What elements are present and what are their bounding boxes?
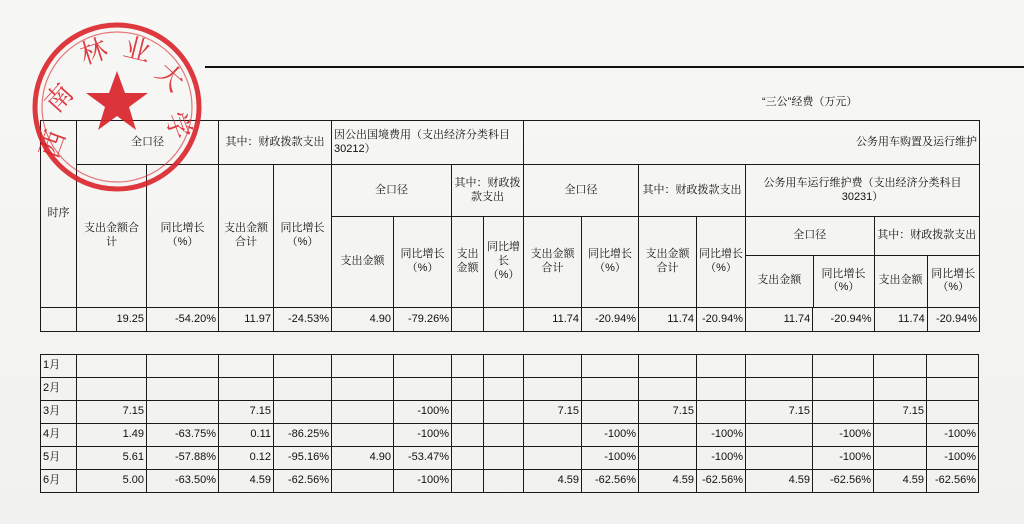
header-yoy: 同比增长（%）: [147, 165, 219, 308]
table-cell: [274, 355, 332, 378]
table-cell: [332, 355, 394, 378]
table-cell: [874, 378, 927, 401]
table-cell: 0.11: [219, 424, 274, 447]
table-cell: -62.56%: [274, 470, 332, 493]
total-cell: 11.74: [874, 308, 927, 332]
table-cell: -86.25%: [274, 424, 332, 447]
table-cell: -62.56%: [582, 470, 639, 493]
table-cell: -53.47%: [394, 447, 452, 470]
table-cell: 0.12: [219, 447, 274, 470]
table-cell: [394, 355, 452, 378]
header-run-fiscal: 其中：财政拨款支出: [874, 217, 979, 255]
table-row: [41, 447, 979, 470]
total-cell: 11.97: [219, 308, 274, 332]
total-cell: -24.53%: [274, 308, 332, 332]
header-yoy-e: 同比增长（%）: [582, 217, 639, 308]
table-cell: [452, 378, 484, 401]
month-table: [40, 354, 979, 493]
table-cell: [484, 378, 524, 401]
svg-text:业: 业: [120, 31, 154, 69]
table-cell: 4.59: [219, 470, 274, 493]
table-cell: [219, 355, 274, 378]
row-label: 6月: [41, 470, 77, 493]
header-abroad-all: 全口径: [332, 165, 452, 217]
table-cell: [927, 378, 979, 401]
table-cell: [524, 355, 582, 378]
table-cell: -63.50%: [147, 470, 219, 493]
header-time: 时序: [41, 121, 77, 308]
header-yoy-c: 同比增长（%）: [394, 217, 452, 308]
table-cell: [813, 355, 874, 378]
table-cell: 1.49: [77, 424, 147, 447]
header-fiscal-sub: 其中：财政拨款支出: [219, 121, 332, 165]
table-cell: [219, 378, 274, 401]
table-cell: 4.59: [639, 470, 697, 493]
total-cell: -20.94%: [813, 308, 874, 332]
table-cell: [332, 401, 394, 424]
table-cell: [927, 355, 979, 378]
table-cell: [77, 378, 147, 401]
table-row: [41, 401, 979, 424]
table-row-total: [41, 308, 980, 332]
header-amount-total: 支出金额合计: [77, 165, 147, 308]
table-cell: 4.59: [874, 470, 927, 493]
table-cell: [274, 401, 332, 424]
table-cell: -100%: [582, 447, 639, 470]
table-cell: [746, 355, 813, 378]
table-cell: -100%: [813, 447, 874, 470]
table-cell: 5.61: [77, 447, 147, 470]
total-cell: [452, 308, 484, 332]
table-cell: [484, 355, 524, 378]
table-cell: [524, 424, 582, 447]
table-cell: [582, 355, 639, 378]
header-vehicle: 公务用车购置及运行维护: [524, 121, 980, 165]
table-cell: [484, 447, 524, 470]
total-cell: 11.74: [524, 308, 582, 332]
total-cell: -20.94%: [697, 308, 746, 332]
table-cell: [484, 470, 524, 493]
table-cell: [452, 447, 484, 470]
table-cell: 7.15: [77, 401, 147, 424]
header-vehicle-fiscal: 其中：财政拨款支出: [639, 165, 746, 217]
table-cell: [394, 378, 452, 401]
table-cell: 7.15: [874, 401, 927, 424]
total-cell: 19.25: [77, 308, 147, 332]
total-cell: [484, 308, 524, 332]
header-yoy-g: 同比增长（%）: [813, 255, 874, 307]
table-cell: [452, 401, 484, 424]
total-cell: -54.20%: [147, 308, 219, 332]
table-row: [41, 355, 979, 378]
row-label: 3月: [41, 401, 77, 424]
table-cell: [582, 378, 639, 401]
table-cell: -100%: [394, 401, 452, 424]
table-cell: -57.88%: [147, 447, 219, 470]
table-cell: [484, 424, 524, 447]
table-cell: [582, 401, 639, 424]
table-cell: [874, 424, 927, 447]
row-label: 4月: [41, 424, 77, 447]
header-amount-h: 支出金额: [874, 255, 927, 307]
table-cell: [639, 355, 697, 378]
svg-text:西: 西: [34, 126, 73, 163]
table-cell: [746, 447, 813, 470]
table-title: “三公”经费（万元）: [762, 96, 858, 108]
svg-text:大: 大: [149, 56, 191, 99]
svg-text:学: 学: [158, 107, 197, 144]
table-cell: [746, 378, 813, 401]
table-cell: -63.75%: [147, 424, 219, 447]
header-amount-total-b: 支出金额合计: [219, 165, 274, 308]
header-yoy-h: 同比增长（%）: [931, 267, 976, 294]
table-cell: -100%: [813, 424, 874, 447]
table-cell: [147, 355, 219, 378]
table-cell: [452, 424, 484, 447]
table-cell: [639, 447, 697, 470]
table-cell: [746, 424, 813, 447]
row-label: [41, 308, 77, 332]
header-all-caliber: 全口径: [77, 121, 219, 165]
table-cell: [697, 355, 746, 378]
header-vehicle-all: 全口径: [524, 165, 639, 217]
header-yoy-b: 同比增长（%）: [274, 165, 332, 308]
table-cell: 7.15: [639, 401, 697, 424]
row-label: 5月: [41, 447, 77, 470]
table-cell: [147, 378, 219, 401]
table-cell: 5.00: [77, 470, 147, 493]
header-amount-e: 支出金额合计: [524, 217, 582, 308]
table-cell: [874, 447, 927, 470]
table-cell: [524, 447, 582, 470]
header-amount-d: 支出金额: [452, 217, 484, 308]
table-cell: [484, 401, 524, 424]
svg-text:林: 林: [76, 33, 112, 72]
table-top-rule: [205, 66, 1024, 68]
header-run-sub: [746, 217, 980, 308]
table-cell: -100%: [697, 447, 746, 470]
header-abroad-fiscal: 其中：财政拨款支出: [452, 165, 524, 217]
table-cell: 7.15: [524, 401, 582, 424]
table-cell: [332, 424, 394, 447]
total-cell: -20.94%: [582, 308, 639, 332]
table-cell: [332, 378, 394, 401]
header-abroad: 因公出国境费用（支出经济分类科目30212）: [332, 121, 524, 165]
table-cell: [452, 355, 484, 378]
header-run-all: 全口径: [746, 217, 874, 255]
table-cell: -100%: [394, 424, 452, 447]
header-yoy-f: 同比增长（%）: [697, 217, 746, 308]
table-cell: 7.15: [746, 401, 813, 424]
header-amount: 支出金额: [332, 217, 394, 308]
row-label: 1月: [41, 355, 77, 378]
table-cell: [77, 355, 147, 378]
table-cell: -62.56%: [813, 470, 874, 493]
total-cell: 4.90: [332, 308, 394, 332]
table-cell: -100%: [927, 447, 979, 470]
table-cell: -62.56%: [927, 470, 979, 493]
table-cell: [697, 401, 746, 424]
table-cell: [874, 355, 927, 378]
expense-table: [40, 120, 980, 332]
total-cell: 11.74: [746, 308, 813, 332]
table-cell: [332, 470, 394, 493]
table-cell: 4.59: [746, 470, 813, 493]
table-cell: [452, 470, 484, 493]
table-cell: 7.15: [219, 401, 274, 424]
table-cell: -95.16%: [274, 447, 332, 470]
table-cell: [274, 378, 332, 401]
table-cell: -100%: [394, 470, 452, 493]
header-vehicle-run: 公务用车运行维护费（支出经济分类科目30231）: [746, 165, 980, 217]
table-cell: 4.90: [332, 447, 394, 470]
table-cell: [697, 378, 746, 401]
table-cell: 4.59: [524, 470, 582, 493]
table-row: [41, 424, 979, 447]
header-yoy-d: 同比增长（%）: [484, 217, 524, 308]
total-cell: 11.74: [639, 308, 697, 332]
table-row: [41, 470, 979, 493]
table-cell: [927, 401, 979, 424]
table-cell: -62.56%: [697, 470, 746, 493]
header-amount-g: 支出金额: [746, 255, 813, 307]
svg-text:南: 南: [38, 77, 81, 119]
table-cell: [639, 424, 697, 447]
table-cell: [639, 378, 697, 401]
table-cell: [813, 401, 874, 424]
total-cell: -79.26%: [394, 308, 452, 332]
row-label: 2月: [41, 378, 77, 401]
table-cell: [147, 401, 219, 424]
table-cell: [813, 378, 874, 401]
table-cell: -100%: [927, 424, 979, 447]
table-row: [41, 378, 979, 401]
table-cell: [524, 378, 582, 401]
total-cell: -20.94%: [927, 308, 979, 332]
header-amount-f: 支出金额合计: [639, 217, 697, 308]
table-cell: -100%: [697, 424, 746, 447]
table-cell: -100%: [582, 424, 639, 447]
